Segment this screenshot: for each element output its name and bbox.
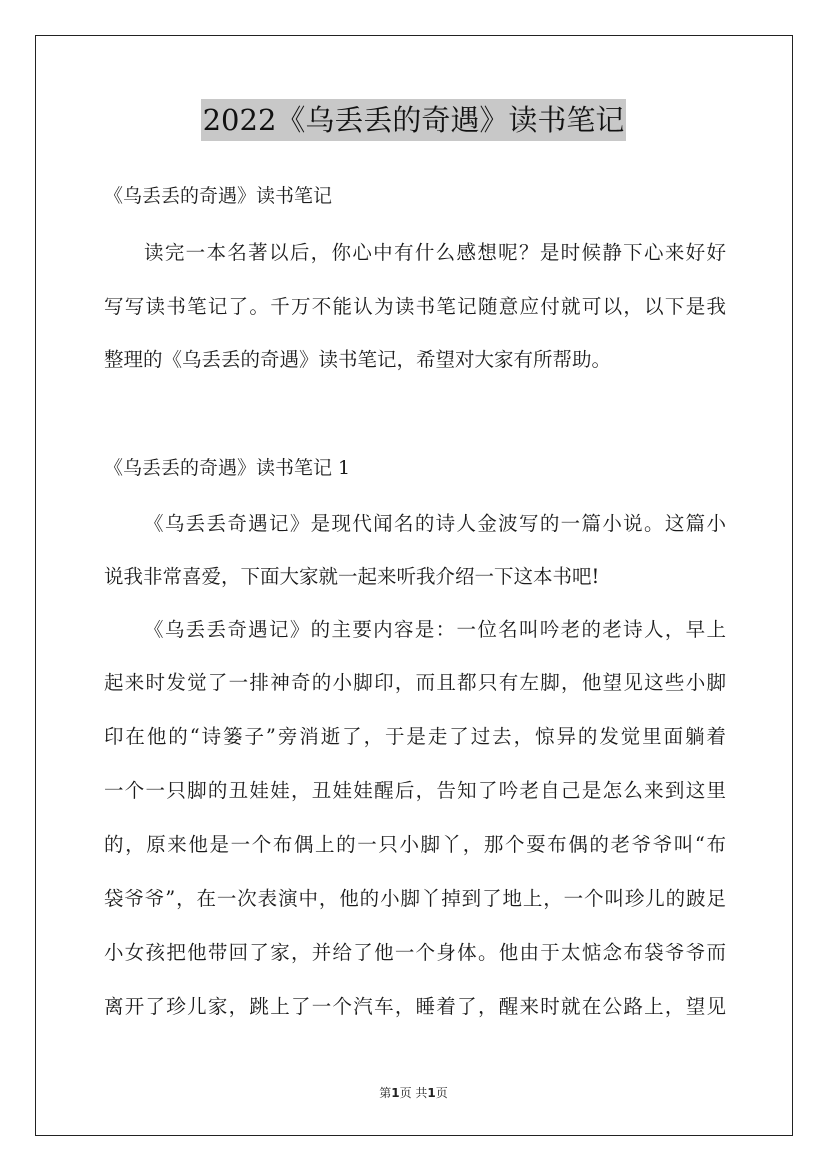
intro-heading: 《乌丢丢的奇遇》读书笔记 [104,185,333,207]
paragraph-line: 小女孩把他带回了家，并给了他一个身体。他由于太惦念布袋爷爷而 [104,941,726,964]
paragraph-line: 《乌丢丢奇遇记》的主要内容是：一位名叫吟老的老诗人，早上 [144,618,726,641]
title-container [0,99,827,141]
page-footer [0,1084,827,1101]
paragraph-line: 一个一只脚的丑娃娃，丑娃娃醒后，告知了吟老自己是怎么来到这里 [104,779,726,802]
paragraph-line: 起来时发觉了一排神奇的小脚印，而且都只有左脚，他望见这些小脚 [104,671,726,694]
footer-suffix: 页 [435,1086,448,1100]
section-heading-1: 《乌丢丢的奇遇》读书笔记 1 [104,457,351,479]
paragraph-line: 印在他的“诗篓子”旁消逝了，于是走了过去，惊异的发觉里面躺着 [104,725,726,748]
intro-line: 写写读书笔记了。千万不能认为读书笔记随意应付就可以，以下是我 [104,295,726,318]
footer-page-total: 1 [427,1086,436,1100]
paragraph-line: 离开了珍儿家，跳上了一个汽车，睡着了，醒来时就在公路上，望见 [104,995,726,1018]
paragraph-line: 袋爷爷”，在一次表演中，他的小脚丫掉到了地上，一个叫珍儿的跛足 [104,887,726,910]
intro-line: 整理的《乌丢丢的奇遇》读书笔记，希望对大家有所帮助。 [104,348,612,371]
paragraph-line: 说我非常喜爱，下面大家就一起来听我介绍一下这本书吧! [104,565,600,588]
document-title: 2022《乌丢丢的奇遇》读书笔记 [201,99,627,141]
footer-mid: 页 共 [399,1086,428,1100]
footer-prefix: 第 [379,1086,392,1100]
paragraph-line: 《乌丢丢奇遇记》是现代闻名的诗人金波写的一篇小说。这篇小 [144,512,726,535]
intro-line: 读完一本名著以后，你心中有什么感想呢？是时候静下心来好好 [144,241,726,264]
footer-page-current: 1 [391,1086,400,1100]
paragraph-line: 的，原来他是一个布偶上的一只小脚丫，那个耍布偶的老爷爷叫“布 [104,833,726,856]
